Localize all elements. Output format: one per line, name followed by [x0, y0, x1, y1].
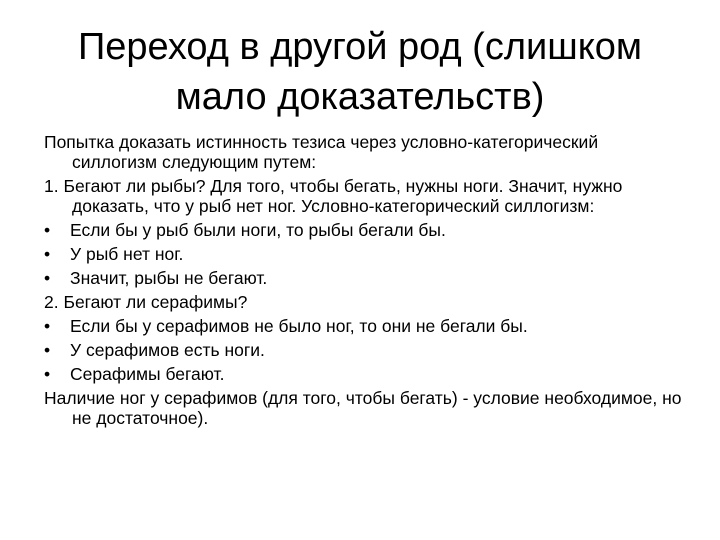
- bullet-icon: •: [44, 268, 51, 288]
- bullet-icon: •: [44, 316, 51, 336]
- bullet-icon: •: [44, 364, 51, 384]
- conclusion-paragraph: Наличие ног у серафимов (для того, чтобы бегать) - условие необходимое, но не достаточное).: [44, 388, 682, 428]
- list-item-text: У серафимов есть ноги.: [70, 340, 265, 360]
- list-item: [44, 316, 684, 336]
- intro-paragraph: Попытка доказать истинность тезиса через условно-категорический силлогизм следующим путем:: [44, 132, 599, 172]
- slide-title: [36, 22, 684, 122]
- bullet-icon: •: [44, 244, 51, 264]
- list-item-text: Значит, рыбы не бегают.: [70, 268, 268, 288]
- bullet-icon: •: [44, 340, 51, 360]
- list-item: [44, 244, 684, 264]
- list-item: [44, 340, 684, 360]
- bullet-icon: •: [44, 220, 51, 240]
- slide-body: [44, 132, 684, 432]
- list-item: [44, 364, 684, 384]
- list-item-text: Если бы у рыб были ноги, то рыбы бегали бы.: [70, 220, 446, 240]
- slide-title-line-2: мало доказательств): [175, 76, 545, 118]
- slide-title-line-1: Переход в другой род (слишком: [77, 26, 643, 68]
- list-item-text: Если бы у серафимов не было ног, то они не бегали бы.: [70, 316, 528, 336]
- list-item-text: Серафимы бегают.: [70, 364, 225, 384]
- case-1-paragraph: 1. Бегают ли рыбы? Для того, чтобы бегать, нужны ноги. Значит, нужно доказать, что у рыб нет ног. Условно-категорический силлогизм:: [44, 176, 623, 216]
- list-item-text: У рыб нет ног.: [70, 244, 184, 264]
- list-item: [44, 220, 684, 240]
- list-item: [44, 268, 684, 288]
- case-2-paragraph: 2. Бегают ли серафимы?: [44, 292, 248, 312]
